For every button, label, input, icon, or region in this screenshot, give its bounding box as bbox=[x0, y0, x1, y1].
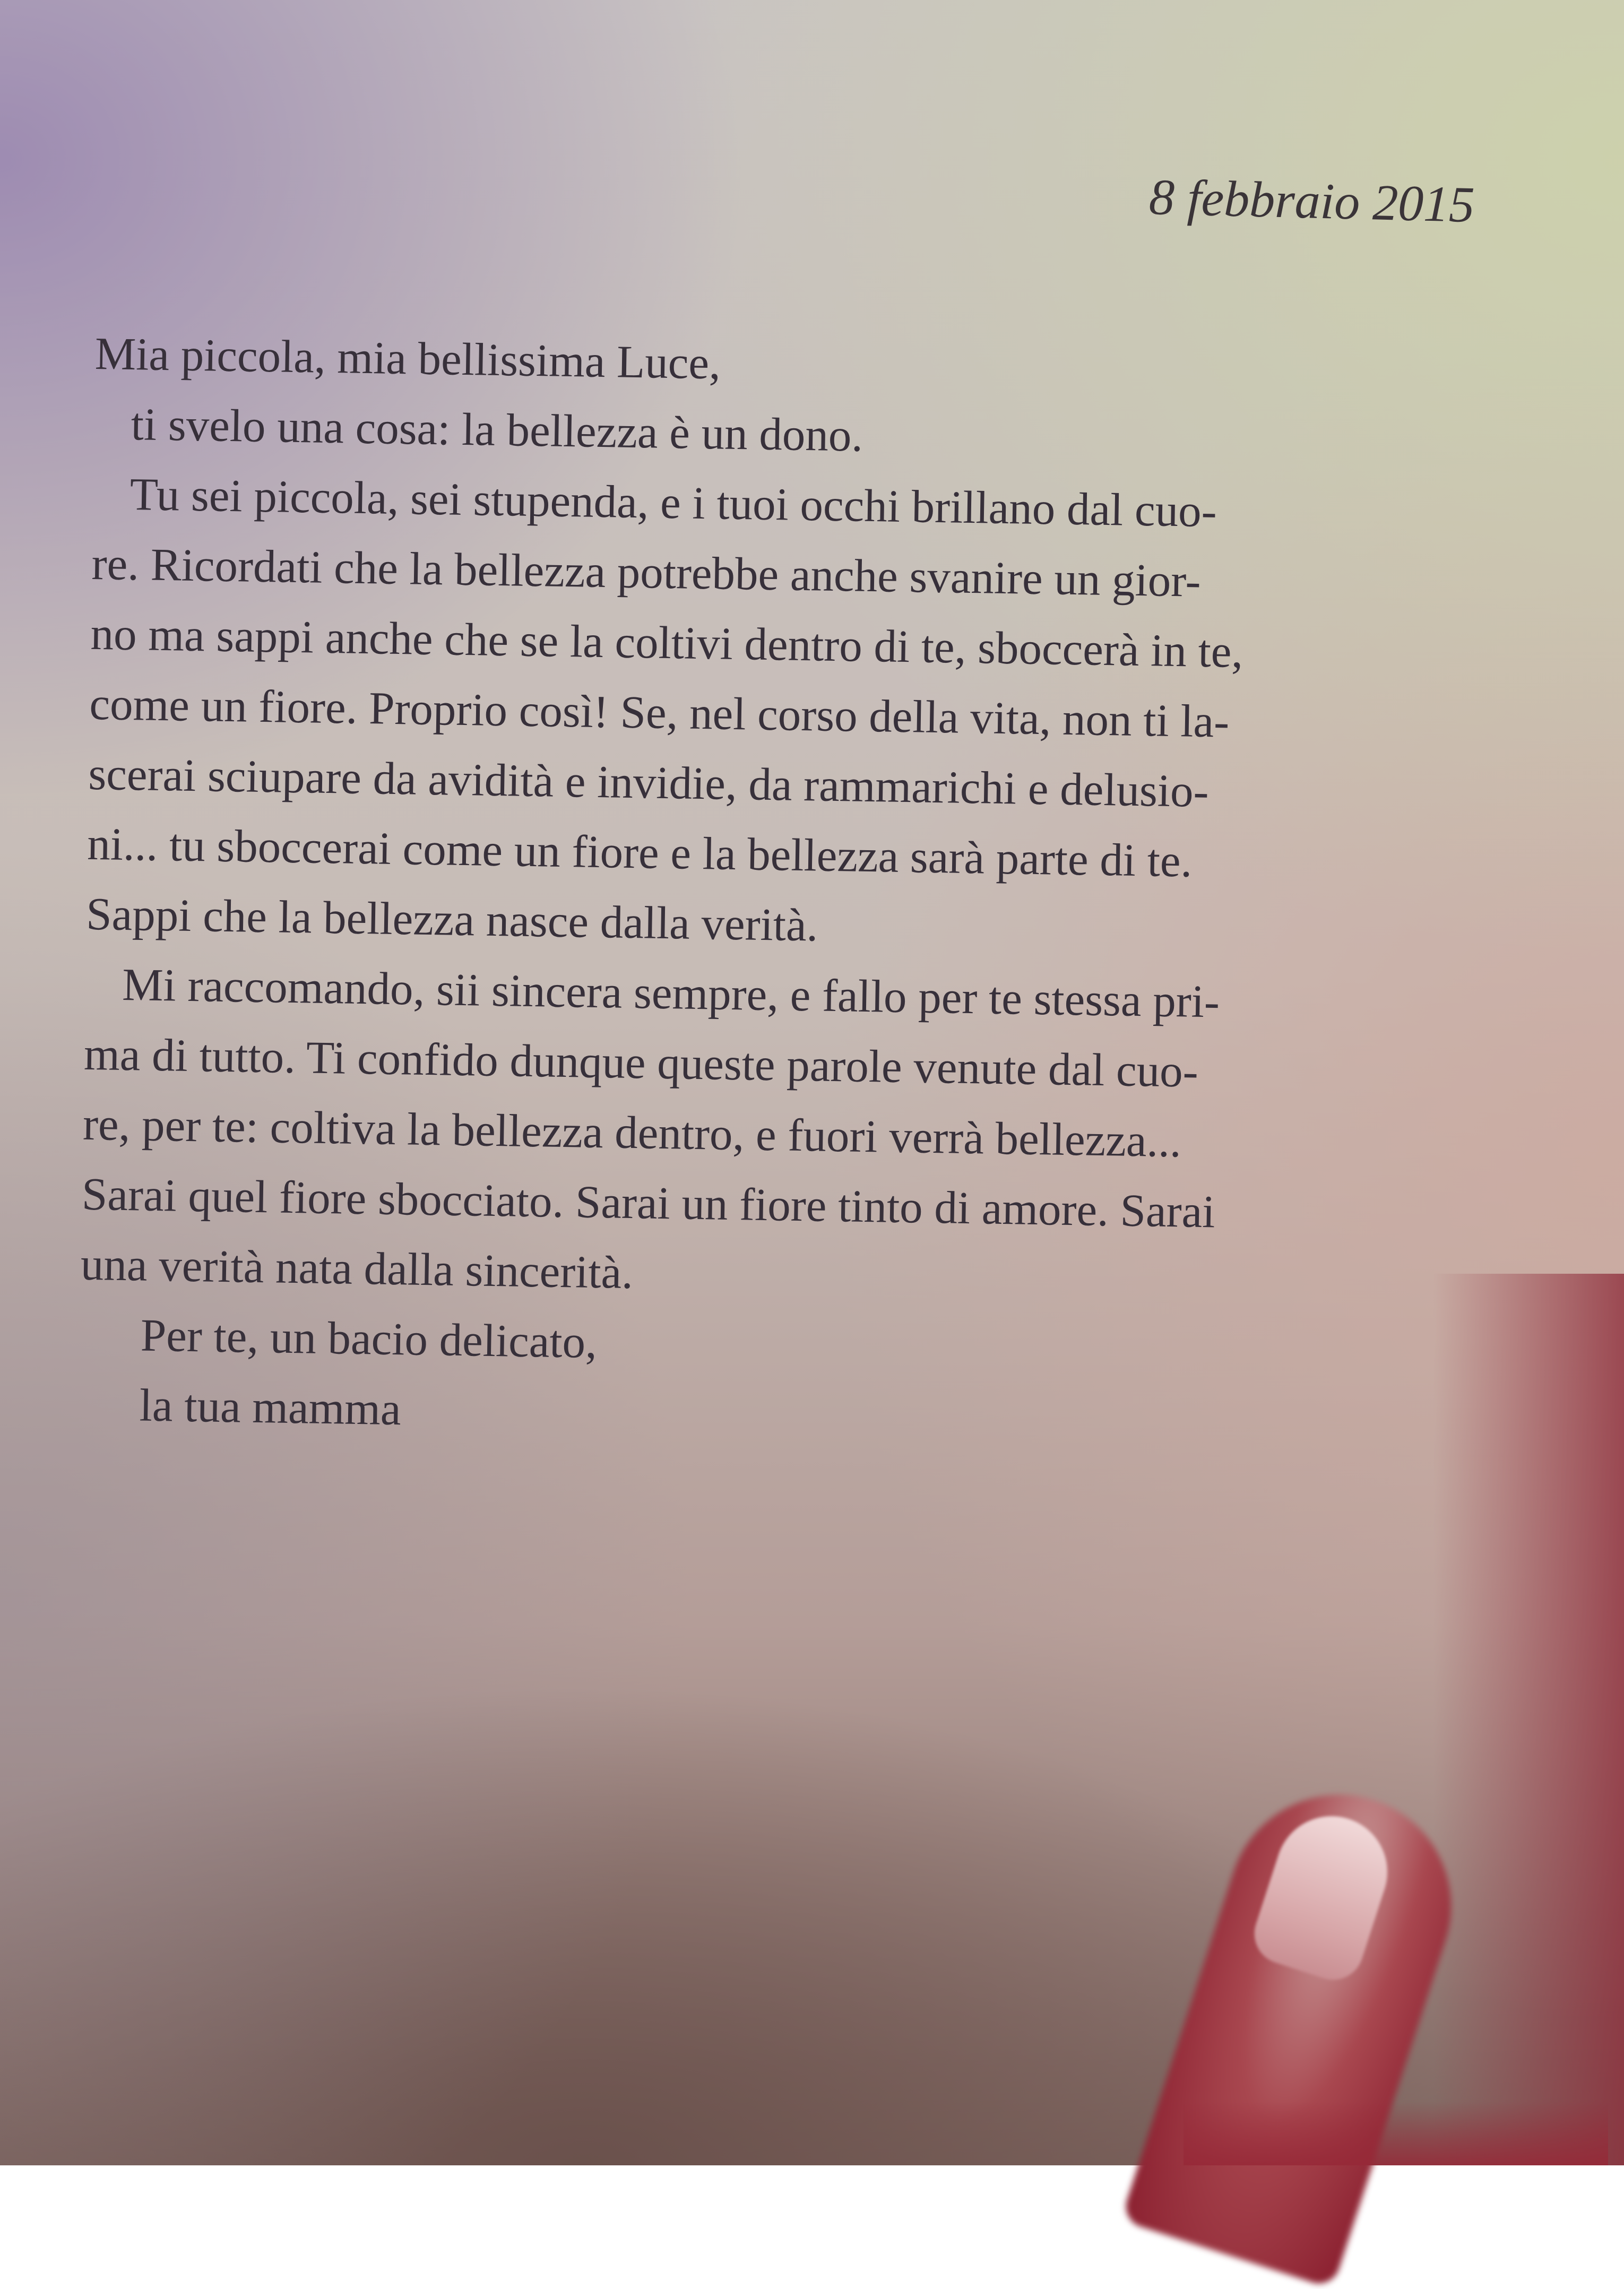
signature: la tua mamma bbox=[139, 1379, 402, 1435]
body-line: come un fiore. Proprio così! Se, nel corso della vita, non ti la- bbox=[89, 677, 1230, 747]
body-line: scerai sciupare da avidità e invidie, da rammarichi e delusio- bbox=[88, 747, 1210, 817]
body-line: Sappi che la bellezza nasce dalla verità. bbox=[85, 887, 819, 951]
page-shadow bbox=[1433, 1274, 1624, 2165]
body-line: ti svelo una cosa: la bellezza è un dono. bbox=[131, 398, 863, 461]
letter-body bbox=[78, 318, 1470, 1461]
body-line: ma di tutto. Ti confido dunque queste parole venute dal cuo- bbox=[83, 1027, 1199, 1097]
body-line: Tu sei piccola, sei stupenda, e i tuoi occhi brillano dal cuo- bbox=[129, 468, 1217, 537]
body-line: ni... tu sboccerai come un fiore e la bellezza sarà parte di te. bbox=[87, 817, 1193, 887]
finger-shadow bbox=[1184, 2102, 1608, 2165]
body-line: una verità nata dalla sincerità. bbox=[80, 1238, 634, 1299]
closing-line: Per te, un bacio delicato, bbox=[140, 1309, 598, 1368]
body-line: re. Ricordati che la bellezza potrebbe anche svanire un gior- bbox=[91, 537, 1202, 607]
letter-date: 8 febbraio 2015 bbox=[1148, 168, 1475, 233]
salutation: Mia piccola, mia bellissima Luce, bbox=[94, 327, 721, 389]
body-line: re, per te: coltiva la bellezza dentro, e fuori verrà bellezza... bbox=[82, 1098, 1182, 1167]
body-line: Sarai quel fiore sbocciato. Sarai un fiore tinto di amore. Sarai bbox=[81, 1168, 1216, 1238]
body-line: no ma sappi anche che se la coltivi dentro di te, sboccerà in te, bbox=[90, 607, 1243, 678]
body-line: Mi raccomando, sii sincera sempre, e fallo per te stessa pri- bbox=[122, 958, 1220, 1027]
